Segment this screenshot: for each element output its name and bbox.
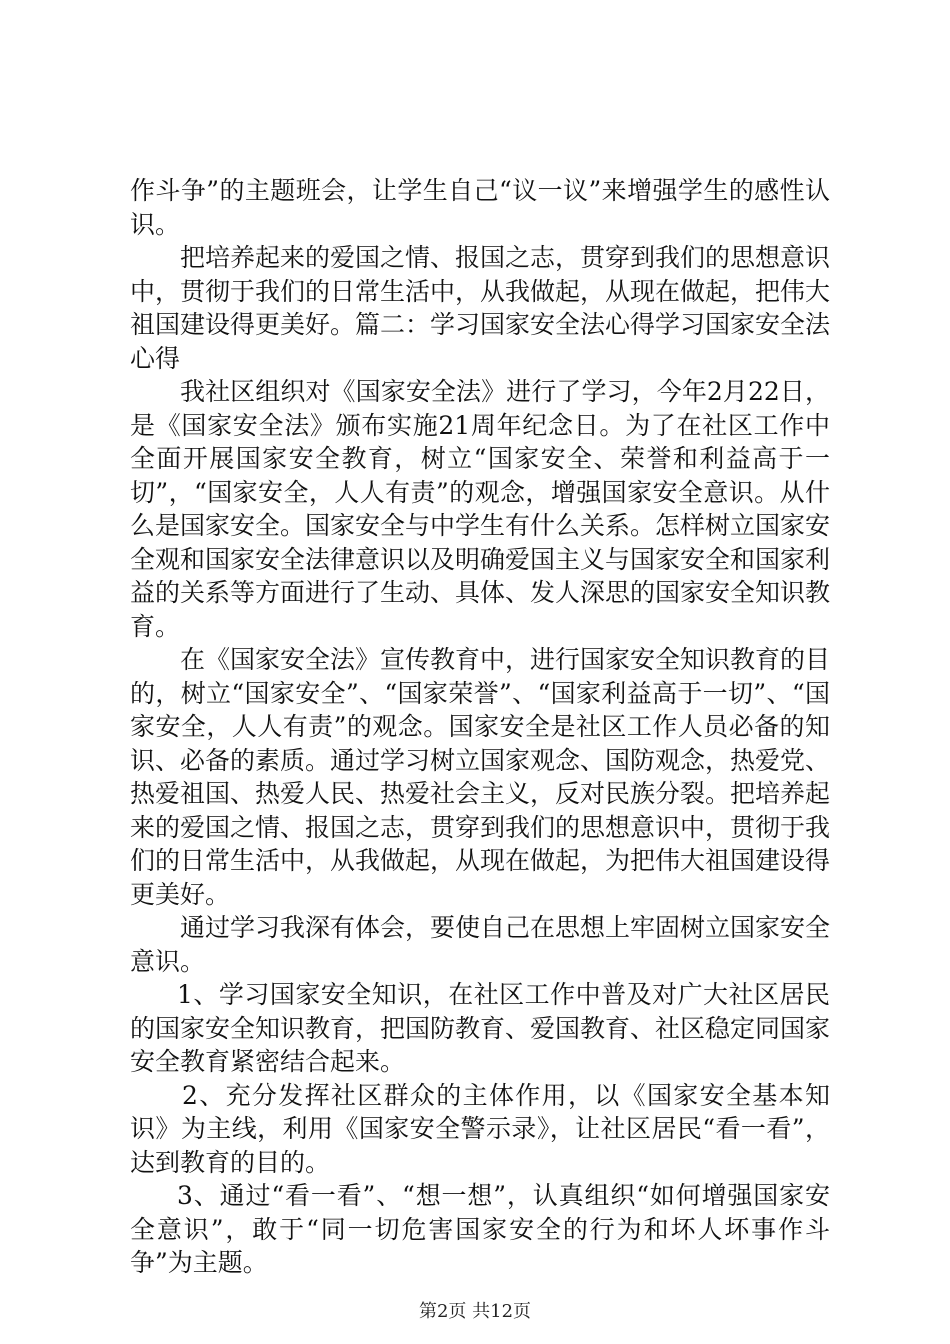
document-body [130,174,830,1280]
page-number-footer: 第2页 共12页 [418,1301,532,1322]
numbered-paragraph: 1、学习国家安全知识，在社区工作中普及对广大社区居民的国家安全知识教育，把国防教育、爱国教育、社区稳定同国家安全教育紧密结合起来。 [130,980,831,1076]
paragraph: 通过学习我深有体会，要使自己在思想上牢固树立国家安全意识。 [130,913,831,976]
paragraph: 我社区组织对《国家安全法》进行了学习，今年2月22日，是《国家安全法》颁布实施21周年纪念日。为了在社区工作中全面开展国家安全教育，树立“国家安全、荣誉和利益高于一切”，“国家安全，人人有责”的观念，增强国家安全意识。从什么是国家安全。国家安全与中学生有什么关系。怎样树立国家安全观和国家安全法律意识以及明确爱国主义与国家安全和国家利益的关系等方面进行了生动、具体、发人深思的国家安全知识教育。 [130,377,831,641]
paragraph: 在《国家安全法》宣传教育中，进行国家安全知识教育的目的，树立“国家安全”、“国家荣誉”、“国家利益高于一切”、“国家安全，人人有责”的观念。国家安全是社区工作人员必备的知识、必备的素质。通过学习树立国家观念、国防观念，热爱党、热爱祖国、热爱人民、热爱社会主义，反对民族分裂。把培养起来的爱国之情、报国之志，贯穿到我们的思想意识中，贯彻于我们的日常生活中，从我做起，从现在做起，为把伟大祖国建设得更美好。 [130,645,831,909]
paragraph: 作斗争”的主题班会，让学生自己“议一议”来增强学生的感性认识。 [130,176,830,239]
paragraph: 把培养起来的爱国之情、报国之志，贯穿到我们的思想意识中，贯彻于我们的日常生活中，从我做起，从现在做起，把伟大祖国建设得更美好。篇二：学习国家安全法心得学习国家安全法心得 [130,243,831,373]
numbered-paragraph: 2、充分发挥社区群众的主体作用，以《国家安全基本知识》为主线，利用《国家安全警示录》，让社区居民“看一看”，达到教育的目的。 [130,1080,830,1177]
numbered-paragraph: 3、通过“看一看”、“想一想”，认真组织“如何增强国家安全意识”，敢于“同一切危害国家安全的行为和坏人坏事作斗争”为主题。 [130,1181,830,1277]
